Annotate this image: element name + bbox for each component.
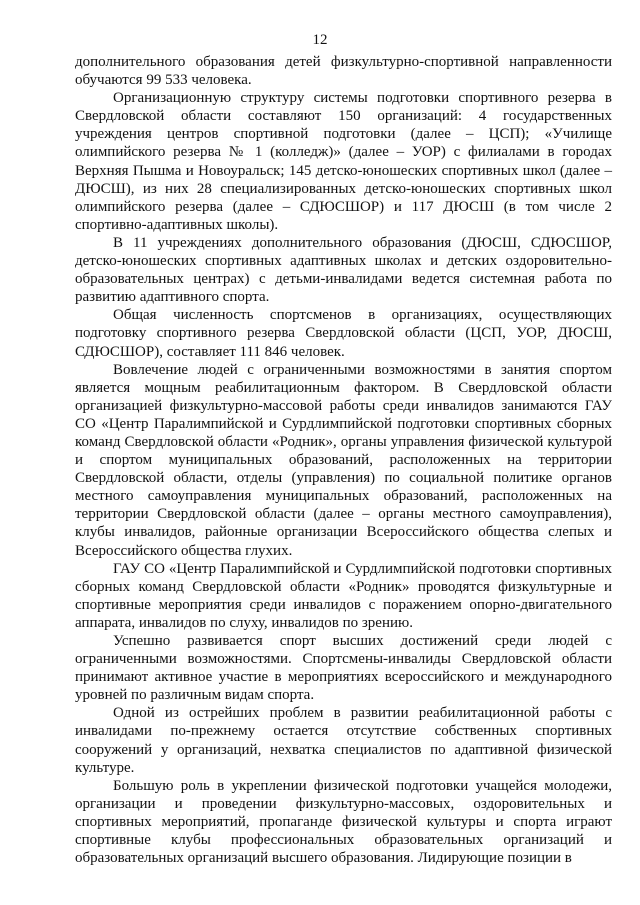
page-number: 12 [312, 32, 328, 48]
paragraph-high-achievement-sport: Успешно развивается спорт высших достижений среди людей с ограниченными возможностями. Спортсмены-инвалиды Свердловской области принимают активное участие в мероприятиях всероссийского и международного уровней по различным видам спорта. [75, 633, 612, 704]
paragraph-continuation: дополнительного образования детей физкультурно-спортивной направленности обучаются 99 533 человека. [75, 54, 612, 89]
paragraph-adaptive-sport-institutions: В 11 учреждениях дополнительного образования (ДЮСШ, СДЮСШОР, детско-юношеских спортивных адаптивных школах и детских оздоровительно-образовательных центрах) с детьми-инвалидами ведется системная работа по развитию адаптивного спорта. [75, 234, 612, 306]
paragraph-problems: Одной из острейших проблем в развитии реабилитационной работы с инвалидами по-прежнему остается отсутствие собственных спортивных сооружений у организаций, нехватка специалистов по адаптивной физической культуре. [75, 705, 612, 776]
paragraph-athlete-count: Общая численность спортсменов в организациях, осуществляющих подготовку спортивного резерва Свердловской области (ЦСП, УОР, ДЮСШ, СДЮСШОР), составляет 111 846 человек. [75, 307, 612, 360]
paragraph-rehabilitation-work: Вовлечение людей с ограниченными возможностями в занятия спортом является мощным реабилитационным фактором. В Свердловской области организацией физкультурно-массовой работы среди инвалидов занимаются ГАУ СО «Центр Паралимпийской и Сурдлимпийской подготовки спортивных сборных команд Свердловской области «Родник», органы управления физической культурой и спортом муниципальных образований, расположенных на территории Свердловской области, отделы (управления) по социальной политике органов местного самоуправления муниципальных образований, расположенных на территории Свердловской области (далее – органы местного самоуправления), клубы инвалидов, районные организации Всероссийского общества слепых и Всероссийского общества глухих. [75, 361, 612, 559]
paragraph-rodnik-events: ГАУ СО «Центр Паралимпийской и Сурдлимпийской подготовки спортивных сборных команд Свердловской области «Родник» проводятся физкультурные и спортивные мероприятия среди инвалидов с поражением опорно-двигательного аппарата, инвалидов по слуху, инвалидов по зрению. [75, 560, 612, 631]
document-body [75, 53, 612, 867]
paragraph-student-sport-clubs: Большую роль в укреплении физической подготовки учащейся молодежи, организации и проведении физкультурно-массовых, оздоровительных и спортивных мероприятий, пропаганде физической культуры и спорта играют спортивные клубы профессиональных образовательных организаций и образовательных организаций высшего образования. Лидирующие позиции в [75, 777, 612, 867]
paragraph-organizational-structure: Организационную структуру системы подготовки спортивного резерва в Свердловской области составляют 150 организаций: 4 государственных учреждения центров спортивной подготовки (далее – ЦСП); «Училище олимпийского резерва № 1 (колледж)» (далее – УОР) с филиалами в городах Верхняя Пышма и Новоуральск; 145 детско-юношеских спортивных школ (далее – ДЮСШ), из них 28 специализированных детско-юношеских спортивных школ олимпийского резерва (далее – СДЮСШОР) и 117 ДЮСШ (в том числе 2 спортивно-адаптивных школы). [75, 90, 612, 233]
